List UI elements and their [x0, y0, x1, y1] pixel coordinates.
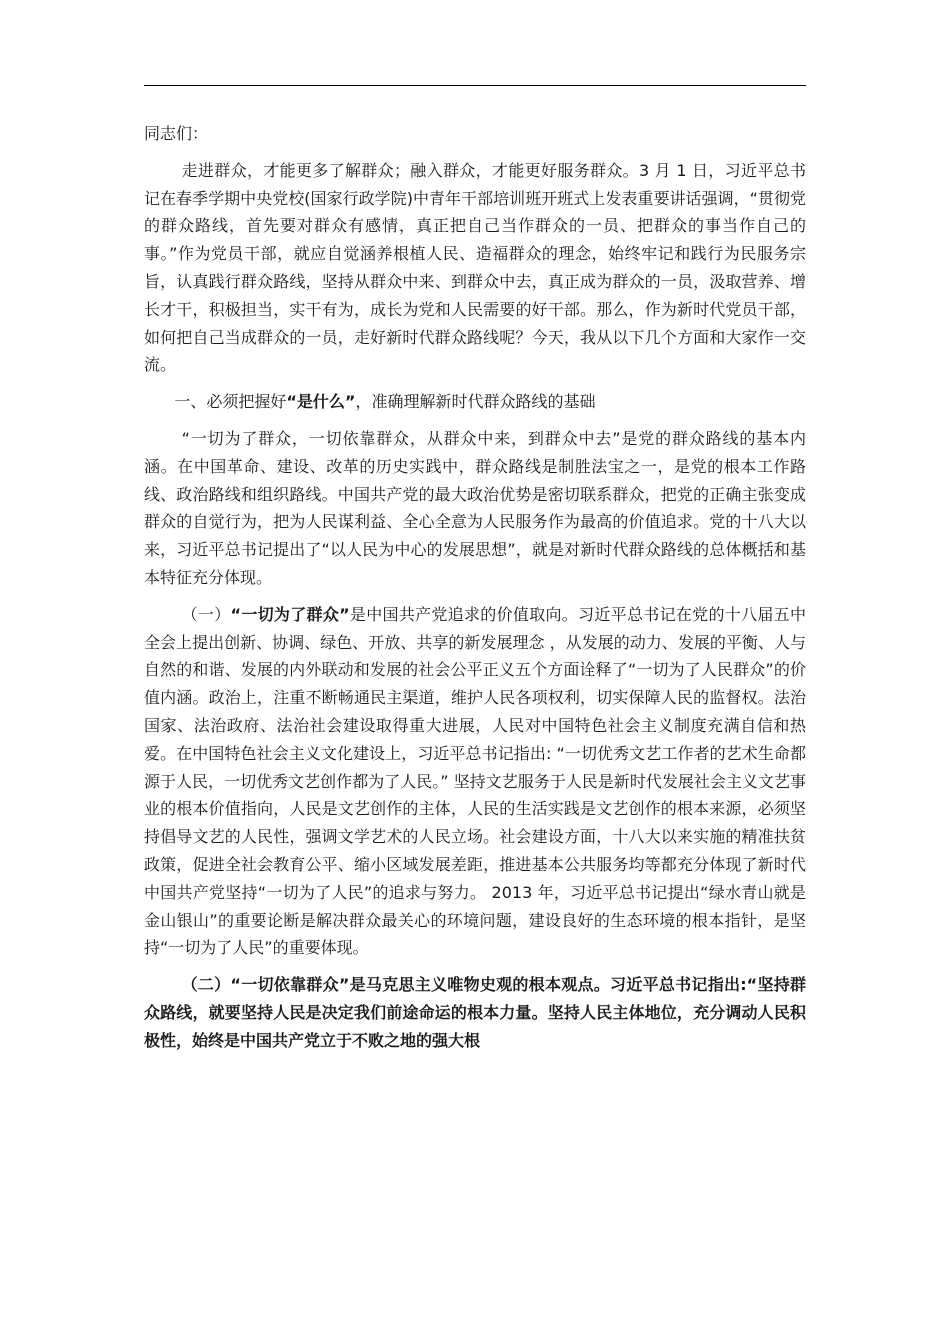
intro-line-7: 积极担当，实干有为，成长为党和人民需要的好干部。那么，作为新时代党员 — [208, 299, 758, 319]
p4-line-1: （二）“一切依靠群众”是马克思主义唯物史观的根本观点。习近平总书记 — [181, 975, 708, 995]
intro-line-2: 习近平总书记在春季学期中央党校(国家行政学院)中青年干部培训班开班式上 — [144, 160, 806, 208]
p3-line-3: 展的动力、发展的平衡、人与自然的和谐、发展的内外联动和发展的社会公平 — [144, 632, 806, 680]
p2-line-4: 势是密切联系群众，把党的正确主张变成群众的自觉行为，把为人民谋利益、 — [144, 484, 806, 532]
intro-line-6: 坚持从群众中来、到群众中去，真正成为群众的一员，汲取营养、增长才干， — [144, 271, 806, 319]
p3-prefix: （一） — [181, 604, 231, 624]
p3-line-13: 中国共产党坚持“一切为了人民”的追求与努力。 2013 年，习近平总书记提出 — [144, 882, 701, 902]
p2-line-5: 全心全意为人民服务作为最高的价值追求。党的十八大以来，习近平总书记提 — [144, 512, 806, 560]
p2-line-7: 征充分体现。 — [176, 567, 273, 587]
p3-line-9: 是新时代发展社会主义文艺事业的根本价值指向，人民是文艺创作的主体，人 — [144, 771, 806, 819]
p3-line-5: 民主渠道，维护人民各项权利，切实保障人民的监督权。法治国家、法治政府、 — [144, 688, 806, 735]
p3-line-8: 艺术生命都源于人民，一切优秀文艺创作都为了人民。” 坚持文艺服务于人民 — [144, 743, 806, 791]
intro-line-9: 几个方面和大家作一交流。 — [144, 327, 806, 375]
section-1-prefix: 一、必须把握好 — [174, 392, 287, 412]
p2-line-3: 之一，是党的根本工作路线、政治路线和组织路线。中国共产党的最大政治优 — [144, 456, 806, 504]
intro-line-8: 干部，如何把自己当成群众的一员，走好新时代群众路线呢？今天，我从以下 — [144, 299, 806, 347]
p2-line-1: “一切为了群众，一切依靠群众，从群众中来，到群众中去”是党的群众路 — [181, 428, 723, 448]
p3-line-10: 民的生活实践是文艺创作的根本来源，必须坚持倡导文艺的人民性，强调文学 — [144, 799, 806, 847]
p2-line-2: 线的基本内涵。在中国革命、建设、改革的历史实践中，群众路线是制胜法宝 — [144, 428, 806, 476]
section-1-bold: “是什么” — [286, 392, 356, 412]
p3-line-2: 的十八届五中全会上提出创新、协调、绿色、开放、共享的新发展理念 ，从发 — [144, 604, 806, 652]
intro-line-1: 走进群众，才能更多了解群众；融入群众，才能更好服务群众。3 月 1 日， — [181, 160, 725, 180]
p3-line-1: 是中国共产党追求的价值取向。习近平总书记在党 — [349, 604, 709, 624]
intro-paragraph — [144, 157, 806, 379]
document-body — [144, 120, 806, 1064]
paragraph-4 — [144, 971, 806, 1054]
p3-bold-term: “一切为了群众” — [230, 604, 350, 624]
p3-line-15: 的生态环境的根本指针，是坚持“一切为了人民”的重要体现。 — [144, 910, 806, 958]
p3-line-11: 艺术的人民立场。社会建设方面，十八大以来实施的精准扶贫政策，促进全社 — [144, 827, 806, 874]
intro-line-5: 人民、造福群众的理念，始终牢记和践行为民服务宗旨，认真践行群众路线， — [144, 244, 806, 291]
p4-line-3: 民主体地位，充分调动人民积极性，始终是中国共产党立于不败之地的强大根 — [144, 1002, 806, 1050]
intro-line-4: 作群众的一员、把群众的事当作自己的事。”作为党员干部，就应自觉涵养根植 — [144, 216, 806, 264]
p3-line-14: “绿水青山就是金山银山”的重要论断是解决群众最关心的环境问题，建设良好 — [144, 882, 806, 930]
p3-line-12: 会教育公平、缩小区域发展差距，推进基本公共服务均等都充分体现了新时代 — [257, 854, 806, 874]
header-rule — [144, 85, 806, 86]
intro-line-3: 发表重要讲话强调，“贯彻党的群众路线，首先要对群众有感情，真正把自己当 — [144, 188, 806, 236]
salutation: 同志们： — [144, 124, 209, 143]
p3-line-4: 正义五个方面诠释了“一切为了人民群众”的价值内涵。政治上，注重不断畅通 — [144, 660, 806, 708]
section-1-suffix: ，准确理解新时代群众路线的基础 — [355, 392, 596, 412]
paragraph-3 — [144, 601, 806, 962]
p3-line-7: 在中国特色社会主义文化建设上，习近平总书记指出: “一切优秀文艺工作者的 — [176, 743, 726, 763]
p2-line-6: 出了“以人民为中心的发展思想”，就是对新时代群众路线的总体概括和基本特 — [144, 540, 806, 587]
p3-line-6: 法治社会建设取得重大进展，人民对中国特色社会主义制度充满自信和热爱。 — [144, 715, 806, 763]
paragraph-2 — [144, 425, 806, 592]
section-1-heading — [144, 388, 806, 416]
p4-line-2: 指出:“坚持群众路线，就要坚持人民是决定我们前途命运的根本力量。坚持人 — [144, 975, 806, 1022]
